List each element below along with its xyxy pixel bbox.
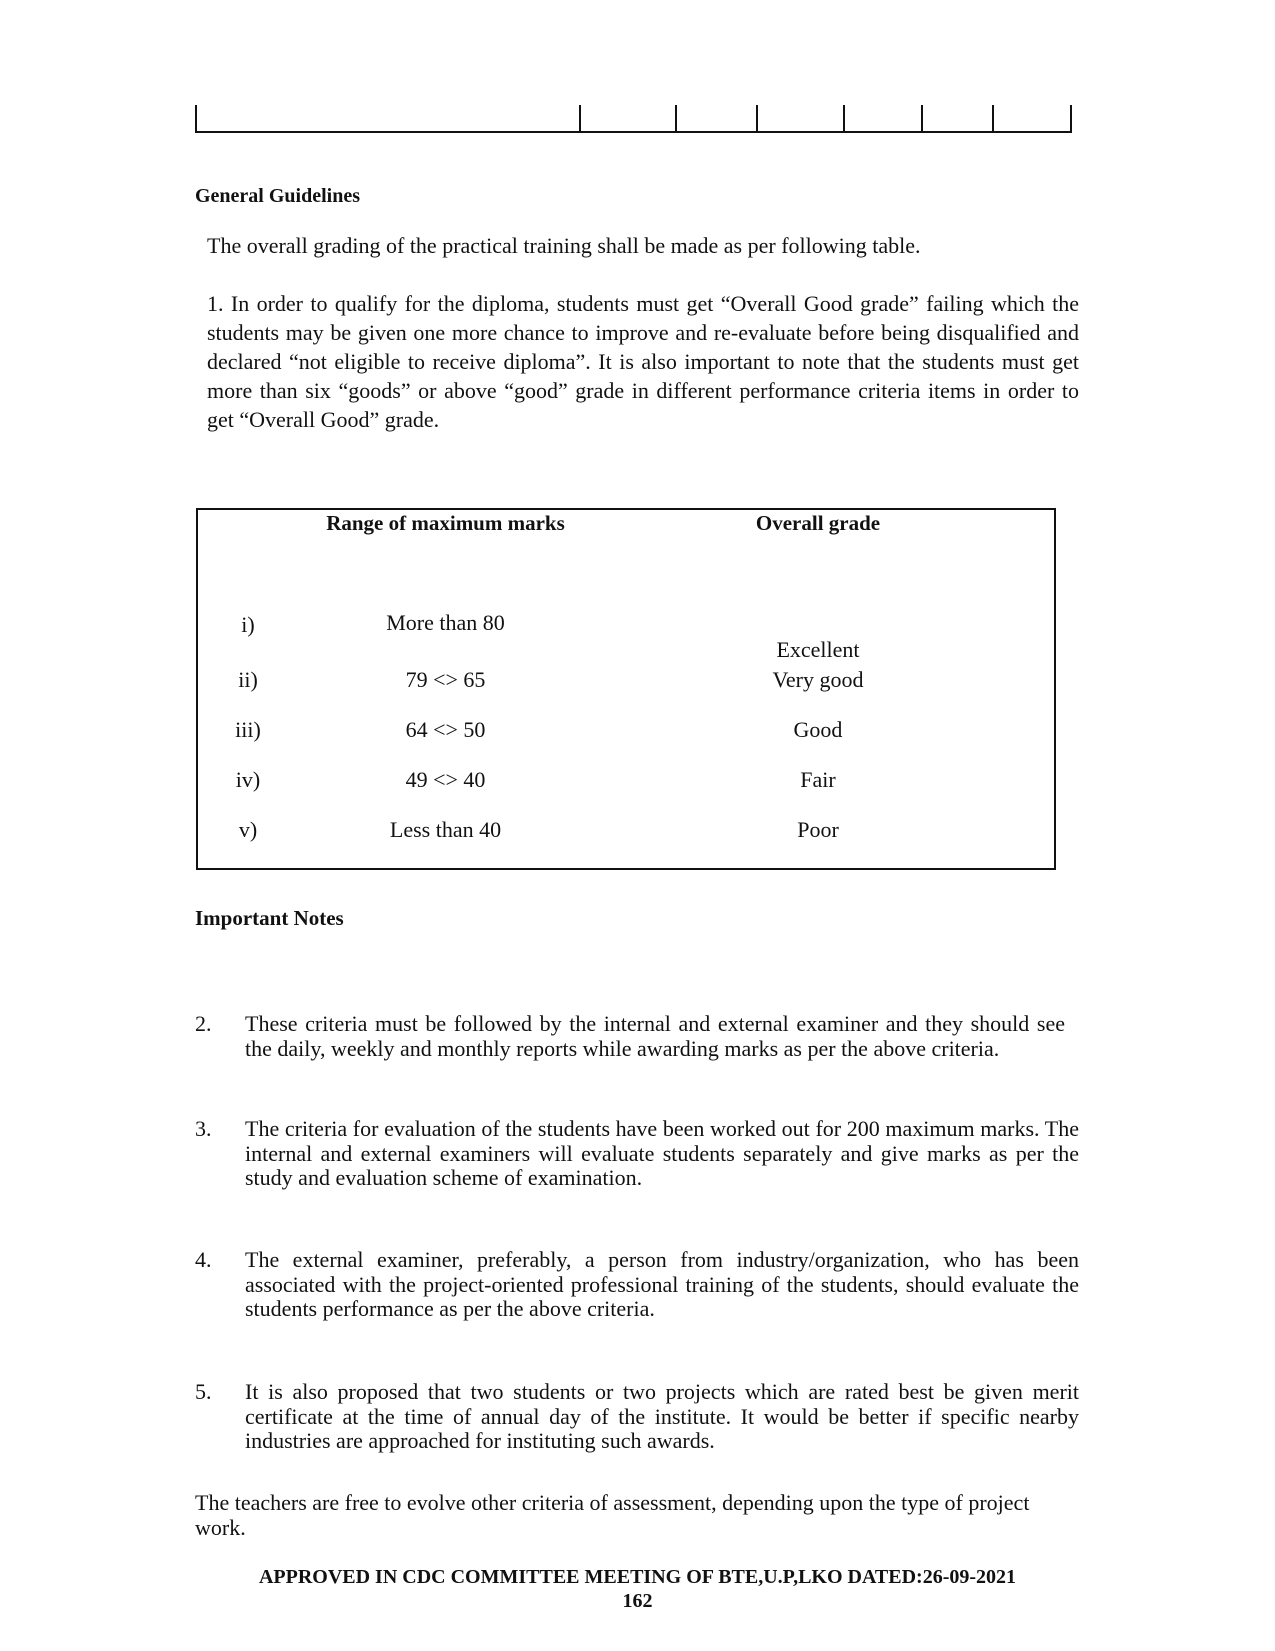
table-divider — [756, 105, 758, 131]
grade-header: Overall grade — [755, 511, 881, 535]
note-number: 3. — [195, 1116, 212, 1141]
row-range: More than 80 — [386, 610, 505, 635]
closing-text: The teachers are free to evolve other criteria of assessment, depending upon the type of project work. — [195, 1490, 1030, 1540]
previous-table-fragment — [195, 105, 1072, 133]
note-text: The external examiner, preferably, a person from industry/organization, who has been associated with the project-oriented professional training of the students, should evaluate the students performance as per the above criteria. — [245, 1247, 1079, 1321]
row-number: iii) — [235, 717, 261, 742]
row-number: v) — [238, 817, 258, 842]
note-number: 4. — [195, 1247, 212, 1272]
note-number: 2. — [195, 1011, 212, 1036]
note-text: It is also proposed that two students or two projects which are rated best be given merit certificate at the time of annual day of the institute. It would be better if specific nearby industries are approached for instituting such awards. — [245, 1379, 1079, 1453]
important-notes-heading: Important Notes — [195, 906, 344, 930]
row-number: iv) — [235, 767, 261, 792]
general-intro-text: The overall grading of the practical training shall be made as per following table. — [207, 233, 921, 258]
table-divider — [675, 105, 677, 131]
row-grade: Good — [793, 717, 843, 742]
row-grade: Fair — [800, 767, 836, 792]
row-range: 79 <> 65 — [405, 667, 486, 692]
general-guidelines-heading: General Guidelines — [195, 185, 360, 207]
row-number: ii) — [238, 667, 258, 692]
page-number: 162 — [622, 1590, 653, 1612]
approval-footer: APPROVED IN CDC COMMITTEE MEETING OF BTE,U.P,LKO DATED:26-09-2021 — [258, 1566, 1017, 1588]
note-number: 5. — [195, 1379, 212, 1404]
table-divider — [579, 105, 581, 131]
table-divider — [992, 105, 994, 131]
grade-table — [196, 508, 1056, 870]
row-range: 64 <> 50 — [405, 717, 486, 742]
row-grade: Poor — [797, 817, 839, 842]
row-range: Less than 40 — [389, 817, 502, 842]
guideline-point-1: 1. In order to qualify for the diploma, students must get “Overall Good grade” failing which the students may be given one more chance to improve and re-evaluate before being disqualified and declared “not eligible to receive diploma”. It is also important to note that the students must get more than six “goods” or above “good” grade in different performance criteria items in order to get “Overall Good” grade. — [207, 291, 1079, 432]
range-header: Range of maximum marks — [326, 511, 565, 535]
row-range: 49 <> 40 — [405, 767, 486, 792]
note-text: The criteria for evaluation of the students have been worked out for 200 maximum marks. The internal and external examiners will evaluate students separately and give marks as per the study and evaluation scheme of examination. — [245, 1116, 1079, 1190]
table-divider — [843, 105, 845, 131]
row-grade: Very good — [772, 667, 864, 692]
table-divider — [921, 105, 923, 131]
row-number: i) — [241, 612, 255, 637]
note-text: These criteria must be followed by the internal and external examiner and they should see the daily, weekly and monthly reports while awarding marks as per the above criteria. — [245, 1011, 1065, 1061]
row-grade: Excellent — [776, 637, 860, 662]
